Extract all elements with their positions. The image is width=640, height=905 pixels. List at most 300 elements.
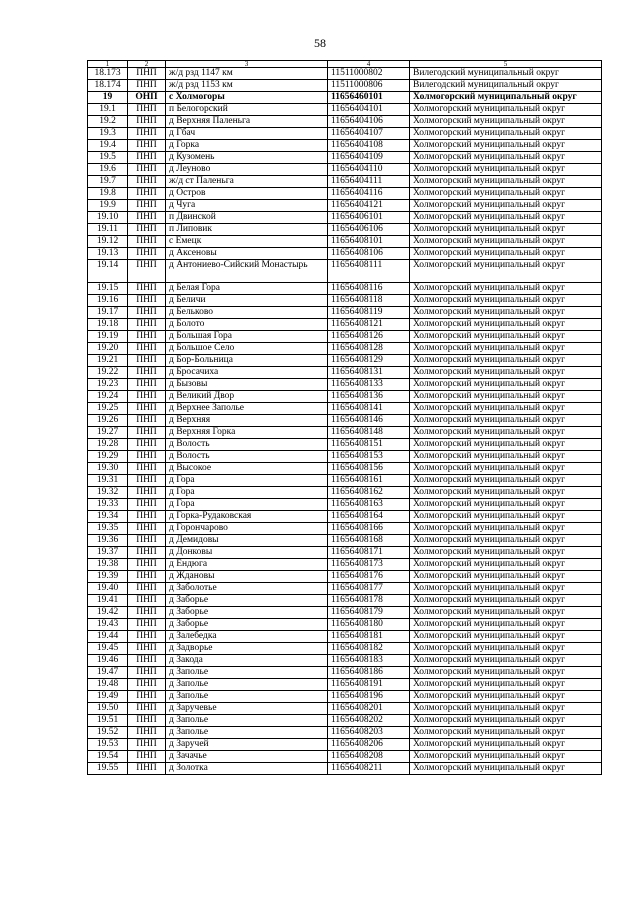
oktmo-code: 11656404110 bbox=[328, 164, 410, 176]
settlement-name: д Большое Село bbox=[166, 343, 328, 355]
row-number: 19.37 bbox=[88, 547, 128, 559]
oktmo-code: 11656408201 bbox=[328, 703, 410, 715]
table-body bbox=[88, 61, 602, 775]
municipal-district: Холмогорский муниципальный округ bbox=[410, 104, 602, 116]
row-number: 18.173 bbox=[88, 68, 128, 80]
settlement-type: ПНП bbox=[128, 176, 166, 188]
settlement-type: ПНП bbox=[128, 475, 166, 487]
settlement-name: д Болото bbox=[166, 319, 328, 331]
settlement-name: д Остров bbox=[166, 188, 328, 200]
oktmo-code: 11656408182 bbox=[328, 643, 410, 655]
oktmo-code: 11656408153 bbox=[328, 451, 410, 463]
oktmo-code: 11656408129 bbox=[328, 355, 410, 367]
municipal-district: Холмогорский муниципальный округ bbox=[410, 188, 602, 200]
settlement-name: ж/д ст Паленьга bbox=[166, 176, 328, 188]
row-number: 19.15 bbox=[88, 283, 128, 295]
settlement-type: ПНП bbox=[128, 487, 166, 499]
oktmo-code: 11656408196 bbox=[328, 691, 410, 703]
municipal-district: Холмогорский муниципальный округ bbox=[410, 307, 602, 319]
settlement-name: д Аксеновы bbox=[166, 248, 328, 260]
settlement-type: ПНП bbox=[128, 583, 166, 595]
settlement-name: п Двинской bbox=[166, 212, 328, 224]
oktmo-code: 11656408118 bbox=[328, 295, 410, 307]
row-number: 19.22 bbox=[88, 367, 128, 379]
oktmo-code: 11656404111 bbox=[328, 176, 410, 188]
settlement-type: ПНП bbox=[128, 331, 166, 343]
row-number: 19.46 bbox=[88, 655, 128, 667]
settlement-name: д Волость bbox=[166, 451, 328, 463]
settlement-name: д Заполье bbox=[166, 691, 328, 703]
oktmo-code: 11656408186 bbox=[328, 667, 410, 679]
municipal-district: Холмогорский муниципальный округ bbox=[410, 703, 602, 715]
row-number: 19.17 bbox=[88, 307, 128, 319]
oktmo-code: 11656408106 bbox=[328, 248, 410, 260]
settlement-name: ж/д рзд 1147 км bbox=[166, 68, 328, 80]
settlement-name: д Кузомень bbox=[166, 152, 328, 164]
oktmo-code: 11656404109 bbox=[328, 152, 410, 164]
table-row bbox=[88, 499, 602, 511]
settlement-type: ПНП bbox=[128, 116, 166, 128]
oktmo-code: 11656408161 bbox=[328, 475, 410, 487]
row-number: 19.53 bbox=[88, 739, 128, 751]
table-row bbox=[88, 92, 602, 104]
table-row bbox=[88, 583, 602, 595]
table-row bbox=[88, 607, 602, 619]
municipal-district: Холмогорский муниципальный округ bbox=[410, 260, 602, 283]
municipal-district: Холмогорский муниципальный округ bbox=[410, 128, 602, 140]
table-row bbox=[88, 631, 602, 643]
table-row bbox=[88, 68, 602, 80]
municipal-district: Холмогорский муниципальный округ bbox=[410, 140, 602, 152]
table-row bbox=[88, 319, 602, 331]
settlement-name: д Заболотье bbox=[166, 583, 328, 595]
settlement-name: д Заборье bbox=[166, 607, 328, 619]
oktmo-code: 11656408148 bbox=[328, 427, 410, 439]
table-row bbox=[88, 679, 602, 691]
settlement-name: ж/д рзд 1153 км bbox=[166, 80, 328, 92]
municipal-district: Холмогорский муниципальный округ bbox=[410, 499, 602, 511]
municipal-district: Холмогорский муниципальный округ bbox=[410, 595, 602, 607]
settlement-name: д Белая Гора bbox=[166, 283, 328, 295]
settlements-table bbox=[87, 60, 602, 775]
municipal-district: Холмогорский муниципальный округ bbox=[410, 667, 602, 679]
row-number: 19.39 bbox=[88, 571, 128, 583]
settlement-name: д Гора bbox=[166, 475, 328, 487]
oktmo-code: 11656408183 bbox=[328, 655, 410, 667]
municipal-district: Холмогорский муниципальный округ bbox=[410, 176, 602, 188]
table-row bbox=[88, 691, 602, 703]
municipal-district: Холмогорский муниципальный округ bbox=[410, 200, 602, 212]
municipal-district: Холмогорский муниципальный округ bbox=[410, 427, 602, 439]
table-row bbox=[88, 715, 602, 727]
column-number-row bbox=[88, 61, 602, 68]
table-row bbox=[88, 200, 602, 212]
oktmo-code: 11511000806 bbox=[328, 80, 410, 92]
settlement-type: ПНП bbox=[128, 667, 166, 679]
settlement-name: д Зачачье bbox=[166, 751, 328, 763]
table-row bbox=[88, 152, 602, 164]
oktmo-code: 11656408136 bbox=[328, 391, 410, 403]
row-number: 19.51 bbox=[88, 715, 128, 727]
settlement-name: д Ендюга bbox=[166, 559, 328, 571]
settlement-name: с Емецк bbox=[166, 236, 328, 248]
settlement-type: ПНП bbox=[128, 499, 166, 511]
table-row bbox=[88, 487, 602, 499]
settlement-name: п Белогорский bbox=[166, 104, 328, 116]
municipal-district: Холмогорский муниципальный округ bbox=[410, 295, 602, 307]
oktmo-code: 11656408177 bbox=[328, 583, 410, 595]
row-number: 19.11 bbox=[88, 224, 128, 236]
oktmo-code: 11656408211 bbox=[328, 763, 410, 775]
oktmo-code: 11656408202 bbox=[328, 715, 410, 727]
row-number: 19.50 bbox=[88, 703, 128, 715]
settlement-name: д Верхнее Заполье bbox=[166, 403, 328, 415]
settlement-type: ПНП bbox=[128, 319, 166, 331]
table-row bbox=[88, 751, 602, 763]
table-row bbox=[88, 643, 602, 655]
table-row bbox=[88, 248, 602, 260]
municipal-district: Холмогорский муниципальный округ bbox=[410, 619, 602, 631]
row-number: 19.38 bbox=[88, 559, 128, 571]
oktmo-code: 11656408128 bbox=[328, 343, 410, 355]
settlement-name: д Ждановы bbox=[166, 571, 328, 583]
settlement-type: ПНП bbox=[128, 415, 166, 427]
settlement-type: ПНП bbox=[128, 403, 166, 415]
municipal-district: Холмогорский муниципальный округ bbox=[410, 727, 602, 739]
row-number: 19.33 bbox=[88, 499, 128, 511]
table-row bbox=[88, 104, 602, 116]
settlement-name: д Бызовы bbox=[166, 379, 328, 391]
settlement-name: д Горончарово bbox=[166, 523, 328, 535]
municipal-district: Холмогорский муниципальный округ bbox=[410, 224, 602, 236]
table-row bbox=[88, 463, 602, 475]
settlement-type: ПНП bbox=[128, 703, 166, 715]
settlement-type: ПНП bbox=[128, 559, 166, 571]
table-row bbox=[88, 727, 602, 739]
row-number: 19.54 bbox=[88, 751, 128, 763]
row-number: 18.174 bbox=[88, 80, 128, 92]
settlement-name: д Верхняя Горка bbox=[166, 427, 328, 439]
oktmo-code: 11656408121 bbox=[328, 319, 410, 331]
row-number: 19.26 bbox=[88, 415, 128, 427]
municipal-district: Холмогорский муниципальный округ bbox=[410, 691, 602, 703]
table-row bbox=[88, 559, 602, 571]
table-row bbox=[88, 415, 602, 427]
table-row bbox=[88, 655, 602, 667]
settlement-type: ПНП bbox=[128, 547, 166, 559]
oktmo-code: 11656408179 bbox=[328, 607, 410, 619]
table-row bbox=[88, 571, 602, 583]
oktmo-code: 11656404108 bbox=[328, 140, 410, 152]
oktmo-code: 11656404106 bbox=[328, 116, 410, 128]
settlement-type: ПНП bbox=[128, 739, 166, 751]
table-row bbox=[88, 331, 602, 343]
settlement-name: д Демидовы bbox=[166, 535, 328, 547]
table-row bbox=[88, 391, 602, 403]
oktmo-code: 11656408111 bbox=[328, 260, 410, 283]
table-row bbox=[88, 451, 602, 463]
settlement-type: ПНП bbox=[128, 212, 166, 224]
table-row bbox=[88, 379, 602, 391]
oktmo-code: 11656408133 bbox=[328, 379, 410, 391]
settlement-type: ПНП bbox=[128, 463, 166, 475]
row-number: 19.7 bbox=[88, 176, 128, 188]
oktmo-code: 11656408126 bbox=[328, 331, 410, 343]
settlement-name: д Заборье bbox=[166, 619, 328, 631]
column-number: 2 bbox=[128, 61, 166, 68]
settlement-type: ПНП bbox=[128, 307, 166, 319]
settlement-type: ПНП bbox=[128, 343, 166, 355]
row-number: 19.25 bbox=[88, 403, 128, 415]
row-number: 19.24 bbox=[88, 391, 128, 403]
municipal-district: Холмогорский муниципальный округ bbox=[410, 715, 602, 727]
settlement-type: ПНП bbox=[128, 379, 166, 391]
municipal-district: Холмогорский муниципальный округ bbox=[410, 559, 602, 571]
oktmo-code: 11656408176 bbox=[328, 571, 410, 583]
settlement-name: д Заполье bbox=[166, 715, 328, 727]
settlement-name: д Залебедка bbox=[166, 631, 328, 643]
settlement-type: ПНП bbox=[128, 68, 166, 80]
row-number: 19.8 bbox=[88, 188, 128, 200]
settlement-name: д Заборье bbox=[166, 595, 328, 607]
oktmo-code: 11656408162 bbox=[328, 487, 410, 499]
row-number: 19.9 bbox=[88, 200, 128, 212]
table-row bbox=[88, 703, 602, 715]
settlement-name: д Гора bbox=[166, 487, 328, 499]
municipal-district: Холмогорский муниципальный округ bbox=[410, 643, 602, 655]
municipal-district: Холмогорский муниципальный округ bbox=[410, 319, 602, 331]
table-row bbox=[88, 188, 602, 200]
oktmo-code: 11656408151 bbox=[328, 439, 410, 451]
row-number: 19.35 bbox=[88, 523, 128, 535]
table-row bbox=[88, 176, 602, 188]
settlement-name: д Антониево-Сийский Монастырь bbox=[166, 260, 328, 283]
settlement-name: д Заполье bbox=[166, 727, 328, 739]
table-row bbox=[88, 212, 602, 224]
oktmo-code: 11656408206 bbox=[328, 739, 410, 751]
municipal-district: Холмогорский муниципальный округ bbox=[410, 212, 602, 224]
municipal-district: Холмогорский муниципальный округ bbox=[410, 164, 602, 176]
municipal-district: Холмогорский муниципальный округ bbox=[410, 391, 602, 403]
settlement-type: ПНП bbox=[128, 607, 166, 619]
settlement-name: д Заручей bbox=[166, 739, 328, 751]
municipal-district: Холмогорский муниципальный округ bbox=[410, 655, 602, 667]
row-number: 19.40 bbox=[88, 583, 128, 595]
settlement-type: ПНП bbox=[128, 631, 166, 643]
municipal-district: Холмогорский муниципальный округ bbox=[410, 116, 602, 128]
settlement-type: ПНП bbox=[128, 224, 166, 236]
settlement-type: ПНП bbox=[128, 188, 166, 200]
municipal-district: Холмогорский муниципальный округ bbox=[410, 331, 602, 343]
settlement-name: д Заполье bbox=[166, 667, 328, 679]
row-number: 19.12 bbox=[88, 236, 128, 248]
settlement-type: ПНП bbox=[128, 595, 166, 607]
oktmo-code: 11656408171 bbox=[328, 547, 410, 559]
settlement-name: д Гора bbox=[166, 499, 328, 511]
table-row bbox=[88, 739, 602, 751]
oktmo-code: 11656408203 bbox=[328, 727, 410, 739]
oktmo-code: 11656408173 bbox=[328, 559, 410, 571]
settlement-type: ПНП bbox=[128, 439, 166, 451]
row-number: 19.19 bbox=[88, 331, 128, 343]
municipal-district: Холмогорский муниципальный округ bbox=[410, 451, 602, 463]
municipal-district: Холмогорский муниципальный округ bbox=[410, 439, 602, 451]
settlement-type: ПНП bbox=[128, 655, 166, 667]
settlement-type: ПНП bbox=[128, 236, 166, 248]
oktmo-code: 11656408119 bbox=[328, 307, 410, 319]
oktmo-code: 11656408141 bbox=[328, 403, 410, 415]
oktmo-code: 11656408131 bbox=[328, 367, 410, 379]
row-number: 19.45 bbox=[88, 643, 128, 655]
column-number: 4 bbox=[328, 61, 410, 68]
settlement-type: ПНП bbox=[128, 643, 166, 655]
oktmo-code: 11656408180 bbox=[328, 619, 410, 631]
municipal-district: Холмогорский муниципальный округ bbox=[410, 523, 602, 535]
settlement-name: д Чуга bbox=[166, 200, 328, 212]
settlement-name: д Беличи bbox=[166, 295, 328, 307]
table-row bbox=[88, 403, 602, 415]
municipal-district: Холмогорский муниципальный округ bbox=[410, 751, 602, 763]
table-row bbox=[88, 595, 602, 607]
row-number: 19.27 bbox=[88, 427, 128, 439]
row-number: 19.42 bbox=[88, 607, 128, 619]
table-row bbox=[88, 343, 602, 355]
settlement-type: ПНП bbox=[128, 451, 166, 463]
municipal-district: Холмогорский муниципальный округ bbox=[410, 475, 602, 487]
table-row bbox=[88, 439, 602, 451]
oktmo-code: 11656406106 bbox=[328, 224, 410, 236]
table-row bbox=[88, 511, 602, 523]
settlement-type: ПНП bbox=[128, 152, 166, 164]
table-row bbox=[88, 128, 602, 140]
oktmo-code: 11656404121 bbox=[328, 200, 410, 212]
oktmo-code: 11656406101 bbox=[328, 212, 410, 224]
row-number: 19.47 bbox=[88, 667, 128, 679]
oktmo-code: 11656408191 bbox=[328, 679, 410, 691]
settlement-name: д Великий Двор bbox=[166, 391, 328, 403]
settlement-name: д Горка-Рудаковская bbox=[166, 511, 328, 523]
row-number: 19.10 bbox=[88, 212, 128, 224]
oktmo-code: 11656408181 bbox=[328, 631, 410, 643]
oktmo-code: 11656408168 bbox=[328, 535, 410, 547]
row-number: 19.13 bbox=[88, 248, 128, 260]
row-number: 19.36 bbox=[88, 535, 128, 547]
municipal-district: Холмогорский муниципальный округ bbox=[410, 248, 602, 260]
settlement-type: ПНП bbox=[128, 523, 166, 535]
oktmo-code: 11511000802 bbox=[328, 68, 410, 80]
table-row bbox=[88, 164, 602, 176]
settlement-type: ПНП bbox=[128, 619, 166, 631]
table-row bbox=[88, 236, 602, 248]
row-number: 19.44 bbox=[88, 631, 128, 643]
row-number: 19.3 bbox=[88, 128, 128, 140]
settlement-name: д Бельково bbox=[166, 307, 328, 319]
row-number: 19.49 bbox=[88, 691, 128, 703]
oktmo-code: 11656408164 bbox=[328, 511, 410, 523]
oktmo-code: 11656408116 bbox=[328, 283, 410, 295]
municipal-district: Холмогорский муниципальный округ bbox=[410, 92, 602, 104]
oktmo-code: 11656408208 bbox=[328, 751, 410, 763]
settlement-name: с Холмогоры bbox=[166, 92, 328, 104]
municipal-district: Холмогорский муниципальный округ bbox=[410, 535, 602, 547]
row-number: 19.48 bbox=[88, 679, 128, 691]
settlement-name: д Верхняя Паленьга bbox=[166, 116, 328, 128]
oktmo-code: 11656404101 bbox=[328, 104, 410, 116]
settlement-type: ОНП bbox=[128, 92, 166, 104]
row-number: 19.5 bbox=[88, 152, 128, 164]
municipal-district: Холмогорский муниципальный округ bbox=[410, 415, 602, 427]
column-number: 5 bbox=[410, 61, 602, 68]
settlement-name: д Бросачиха bbox=[166, 367, 328, 379]
municipal-district: Холмогорский муниципальный округ bbox=[410, 583, 602, 595]
row-number: 19.18 bbox=[88, 319, 128, 331]
row-number: 19.30 bbox=[88, 463, 128, 475]
oktmo-code: 11656408163 bbox=[328, 499, 410, 511]
municipal-district: Холмогорский муниципальный округ bbox=[410, 379, 602, 391]
settlement-type: ПНП bbox=[128, 260, 166, 283]
row-number: 19.4 bbox=[88, 140, 128, 152]
oktmo-code: 11656408178 bbox=[328, 595, 410, 607]
table-row bbox=[88, 283, 602, 295]
settlement-name: д Заполье bbox=[166, 679, 328, 691]
column-number: 1 bbox=[88, 61, 128, 68]
row-number: 19.31 bbox=[88, 475, 128, 487]
settlement-name: д Верхняя bbox=[166, 415, 328, 427]
municipal-district: Холмогорский муниципальный округ bbox=[410, 607, 602, 619]
municipal-district: Холмогорский муниципальный округ bbox=[410, 679, 602, 691]
oktmo-code: 11656404116 bbox=[328, 188, 410, 200]
row-number: 19.2 bbox=[88, 116, 128, 128]
settlement-type: ПНП bbox=[128, 751, 166, 763]
municipal-district: Холмогорский муниципальный округ bbox=[410, 236, 602, 248]
table-row bbox=[88, 224, 602, 236]
row-number: 19.28 bbox=[88, 439, 128, 451]
row-number: 19.34 bbox=[88, 511, 128, 523]
municipal-district: Холмогорский муниципальный округ bbox=[410, 367, 602, 379]
settlement-name: д Заручевье bbox=[166, 703, 328, 715]
settlement-name: д Волость bbox=[166, 439, 328, 451]
settlement-name: д Задворье bbox=[166, 643, 328, 655]
settlement-type: ПНП bbox=[128, 164, 166, 176]
settlement-name: д Гбач bbox=[166, 128, 328, 140]
column-number: 3 bbox=[166, 61, 328, 68]
settlement-name: д Высокое bbox=[166, 463, 328, 475]
settlement-type: ПНП bbox=[128, 727, 166, 739]
table-row bbox=[88, 619, 602, 631]
table-row bbox=[88, 355, 602, 367]
settlement-name: д Леуново bbox=[166, 164, 328, 176]
settlement-name: д Большая Гора bbox=[166, 331, 328, 343]
oktmo-code: 11656404107 bbox=[328, 128, 410, 140]
settlement-name: д Золотка bbox=[166, 763, 328, 775]
row-number: 19.16 bbox=[88, 295, 128, 307]
settlement-type: ПНП bbox=[128, 295, 166, 307]
settlement-type: ПНП bbox=[128, 200, 166, 212]
settlement-type: ПНП bbox=[128, 679, 166, 691]
table-row bbox=[88, 295, 602, 307]
row-number: 19.20 bbox=[88, 343, 128, 355]
municipal-district: Холмогорский муниципальный округ bbox=[410, 355, 602, 367]
settlement-type: ПНП bbox=[128, 511, 166, 523]
row-number: 19.32 bbox=[88, 487, 128, 499]
settlement-type: ПНП bbox=[128, 715, 166, 727]
settlement-type: ПНП bbox=[128, 355, 166, 367]
settlement-type: ПНП bbox=[128, 367, 166, 379]
settlement-name: д Бор-Больница bbox=[166, 355, 328, 367]
settlement-name: д Закода bbox=[166, 655, 328, 667]
settlement-type: ПНП bbox=[128, 104, 166, 116]
table-row bbox=[88, 260, 602, 283]
